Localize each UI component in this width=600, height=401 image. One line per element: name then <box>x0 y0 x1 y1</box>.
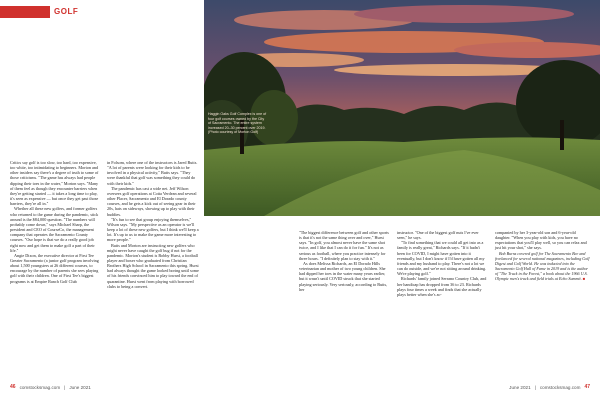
footer-divider-right: | <box>534 384 536 390</box>
paragraph: "To find something that we could all get into as a family is really great," Richards says. "If it hadn't been for COVID, I might have gotten into it eventually, but I don't know if I'd have gotten all my friends and my husband to play. There's not a lot we can do outside, and we're not sitting around drinking. We're playing golf." <box>397 240 487 277</box>
footer-site-left: comstocksmag.com <box>19 384 61 390</box>
section-tab <box>0 6 92 18</box>
paragraph: Butts and Morton are instructing new golfers who might never have caught the golf bug if not for the pandemic. Morton's student is Bobby Hurst, a football player and boxer who graduated from Christian Brothers High School in Sacramento this spring. Hurst had always thought the game looked boring until some of his friends convinced him to play toward the end of quarantine. Hurst went from playing with borrowed clubs to being a convert. <box>107 242 199 289</box>
section-label: GOLF <box>54 7 79 16</box>
paragraph: "It's fun to see that group enjoying themselves," Wilson says. "My perspective as an operator is we'll keep a lot of these new golfers, but I think we'll keep a lot. It's up to us to make the game more interesting to more people." <box>107 216 199 243</box>
article-column-2 <box>107 160 199 289</box>
photo-caption: Haggin Oaks Golf Complex is one of four golf courses owned by the City of Sacramento. The entire system increased 20–30 percent over 2019. (Photo courtesy of Morton Golf) <box>208 112 267 135</box>
page-number-left: 46 <box>10 384 16 390</box>
paragraph: instructor. "One of the biggest golf nuts I've ever seen," he says. <box>397 230 479 241</box>
paragraph: The pandemic has cast a wide net. Jeff Wilson oversees golf operations at Cotta Verdean and several other Placer, Sacramento and El Dorado county courses, and he gets a kick out of seeing gear in their 20s, hats on sideways, showing up to play with their buddies. <box>107 185 197 217</box>
page-number-right: 47 <box>584 384 590 390</box>
paragraph: Critics say golf is too slow, too hard, too expensive, too white, too intimidating to beginners. Morton and other insiders say there's a degree of truth to some of those criticisms. "The game has always had people dipping their toes in the water," Morton says. "Many of them feel as though they encounter barriers when they're getting started — it takes a long time to play, it's seen as expensive — but once they get past those barriers, they're all in." <box>10 160 99 207</box>
paragraph: companied by her 3-year-old son and 6-year-old daughter. "When you play with kids, you have no expectations that you'll play well, so you can relax and just hit your shot," she says. <box>495 230 587 251</box>
paragraph: Richards' family joined Serrano Country Club, and her handicap has dropped from 36 to 23. Richards plays four times a week and finds that she actually plays better when she's ac- <box>397 276 487 297</box>
golf-course-sunset-photo <box>204 0 600 216</box>
paragraph: As does Melissa Richards, an El Dorado Hills veterinarian and mother of two young children. She had dipped her toes in the water many years earlier, but it wasn't until COVID struck that she started playing seriously. Very seriously, according to Butts, her <box>299 260 388 292</box>
paragraph: "The biggest difference between golf and other sports is that it's not the same thing over and over," Hurst says. "In golf, you almost never have the same shot twice, and I like that I can do it for fun." It's not as serious as football, where you practice intensely for three hours. "I definitely plan to stay with it." <box>299 230 389 261</box>
footer-divider-left: | <box>64 384 66 390</box>
paragraph: in Folsom, where one of the instructors is Jared Butts. "A lot of parents were looking for their kids to be involved in a physical activity," Butts says. "They were thankful that golf was something they could do with their kids." <box>107 160 198 186</box>
author-bio <box>495 251 590 281</box>
article-column-3 <box>299 230 390 292</box>
footer-date-left: June 2021 <box>69 384 91 390</box>
author-bio-text: Bob Burns covered golf for The Sacramento Bee and freelanced for several national magazines, including Golf Digest and Golf World. He was inducted into the Sacramento Golf Hall of Fame in 2019 and is the author of "The Truck in the Forest," a book about the 1966 U.S. Olympic men's track and field trials at Echo Summit. <box>495 250 590 281</box>
footer-site-right: comstocksmag.com <box>539 384 581 390</box>
end-mark-icon: ■ <box>582 275 586 281</box>
article-column-5 <box>495 230 590 281</box>
section-color-bar <box>0 6 50 18</box>
paragraph: Angie Dixon, the executive director at First Tee Greater Sacramento (a junior golf program involving about 1,500 youngsters at 26 different courses, to encourage by the number of parents she sees playing golf with their children. One of First Tee's biggest programs is at Empire Ranch Golf Club <box>10 252 99 284</box>
article-column-1 <box>10 160 102 284</box>
paragraph: Whether all these new golfers, and former golfers who returned to the game during the pandemic, stick around is the $84,000 question. "The numbers will probably come down," says Michael Sharp, the president and CEO of CourseCo, the management company that operates the Sacramento County courses. "Our hope is that we do a really good job right now and get them to make golf a part of their life." <box>10 206 99 253</box>
footer-left <box>10 384 91 390</box>
article-column-4 <box>397 230 488 297</box>
footer-date-right: June 2021 <box>509 384 531 390</box>
footer-right <box>509 384 590 390</box>
